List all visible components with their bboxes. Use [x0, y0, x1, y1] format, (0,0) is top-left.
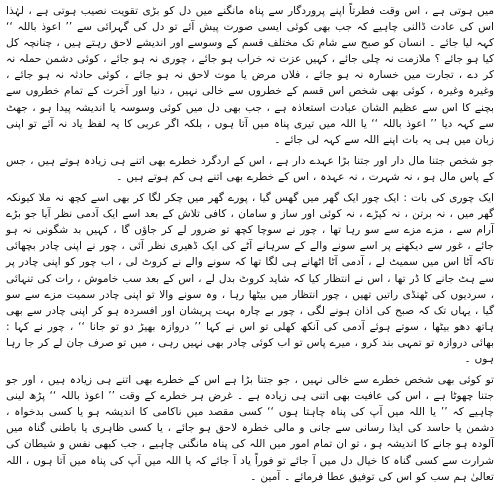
- paragraph-intro: میں ہوتی ہے ، اس وقت فطرتاً اپنے پروردگار سے پناہ مانگنے میں دل کو بڑی تقویت نصیب ہوتی ہے ، لہٰذا اس کی عادت ڈالنی چاہیے کہ جب بھی کوئی ایسی صورت پیش آئے تو دل کی گہرائی سے ’’ اعوذ باللہ ‘‘ کہہ لیا جائے ۔ انسان کو صبح سے شام تک مختلف قسم کے وسوسے اور اندیشے لاحق رہتے ہیں ، چنانچہ کل کیا ہو جائے ؟ ملازمت نہ چلی جائے ، کہیں عزت نہ خراب ہو جائے ، چوری نہ ہو جائے ، کوئی دشمن حملہ نہ کر دے ، تجارت میں خسارہ نہ ہو جائے ، فلاں مرض یا موت لاحق نہ ہو جائے ، کوئی حادثہ نہ ہو جائے ، وغیرہ وغیرہ ، کوئی بھی شخص اس قسم کے خطروں سے خالی نہیں ، دنیا اور آخرت کے تمام خطروں سے بچنے کا اس سے عظیم الشان عبادت استعاذہ ہے ، جب بھی دل میں کوئی وسوسہ یا اندیشہ پیدا ہو ، جھٹ سے کہہ دیا ’’ اعوذ باللہ ‘‘ یا اللہ میں تیری پناہ میں آتا ہوں ، بلکہ اگر عربی کا یہ لفظ یاد نہ آئے تو اپنی زبان میں ہی یہ بات اپنے اللہ سے کہہ لی جائے ۔: [6, 5, 494, 146]
- paragraph-thief-story: ایک چوری کی بات : ایک چور ایک گھر میں گھس گیا ، پورے گھر میں چکر لگا کر بھی اسے کچھ نہ ملا کیونکہ گھر میں ، نہ برتن ، نہ کپڑے ، نہ کوئی اور ساز و سامان ، کافی تلاش کے بعد اسے ایک آدمی نظر آیا جو بڑے آرام سے ، مزے مزے سے سو رہا تھا ، چور نے سوچا کچھ تو ضرور لے کر جاؤں گا ، کہیں بد شگونی نہ ہو جائے ، غور سے دیکھنے پر اسے سونے والے کے سرہانے آٹے کی ایک ڈھیری نظر آئی ، چور نے اپنی چادر بچھائی تاکہ آٹا اس میں سمیٹ لے ، آدمی آٹا اٹھانے ہی لگا تھا کہ سونے والے نے کروٹ لی ، اب چور کو اپنی چادر پر سے ہٹ جانے کا ڈر تھا ، اس نے انتظار کیا کہ شاید کروٹ بدل لے ، اس کے بعد سب خاموش ، رات کی تنہائی ، سردیوں کی ٹھنڈی راتیں تھیں ، چور انتظار میں بیٹھا رہا ، وہ سونے والا تو اپنی چادر سمیت مزے سے سو گیا ، یہاں تک کہ صبح کی اذان ہونے لگی ، چور بے چارہ بہت پریشان اور افسردہ ہو کر اپنی چادر سے بھی ہاتھ دھو بیٹھا ، سوتے ہوئے آدمی کی آنکھ کھلی تو اس نے کہا ’’ دروازہ بھیڑ دو تو جانا ‘‘ ، چور نے کہا : بھائی دروازہ تو تمہی بند کرو ، میرے پاس تو اب کوئی چادر بھی نہیں رہی ، میں تو صرف جان لے کر جا رہا ہوں ۔: [6, 192, 494, 365]
- paragraph-conclusion: تو کوئی بھی شخص خطرے سے خالی نہیں ، جو جتنا بڑا ہے اس کے خطرے بھی اتنے ہی زیادہ ہیں ، اور جو جتنا چھوٹا ہے ، اس کی عافیت بھی اتنی ہی زیادہ ہے ۔ غرض ہر خطرے کے وقت ’’ اعوذ باللہ ‘‘ پڑھ لینی چاہیے کہ ’’ یا اللہ میں آپ کی پناہ چاہتا ہوں ‘‘ کسی مقصد میں ناکامی کا اندیشہ ہو یا کسی بدخواہ ، دشمن یا حاسد کی ایذا رسانی سے جانی و مالی خطرہ لاحق ہو جائے ، یا کسی ظاہری یا باطنی گناہ میں آلودہ ہو جانے کا اندیشہ ہو ، تو ان تمام امور میں اللہ کی پناہ مانگنی چاہیے ، جب کبھی نفس و شیطان کی شرارت سے کسی گناہ کا خیال دل میں آ جائے تو فوراً یاد آ جائے کہ یا اللہ میں آپ کی پناہ میں آتا ہوں ، اللہ تعالیٰ ہم سب کو اس کی توفیق عطا فرمائے ۔ آمین ۔: [6, 374, 494, 483]
- paragraph-wealth-danger: جو شخص جتنا مال دار اور جتنا بڑا عہدے دار ہے ، اس کے اردگرد خطرے بھی اتنے ہی زیادہ ہوتے ہیں ، جس کے پاس مال ہو ، نہ شہرت ، نہ عہدہ ، اس کے خطرے بھی اتنے ہی کم ہوتے ہیں ۔: [6, 154, 494, 183]
